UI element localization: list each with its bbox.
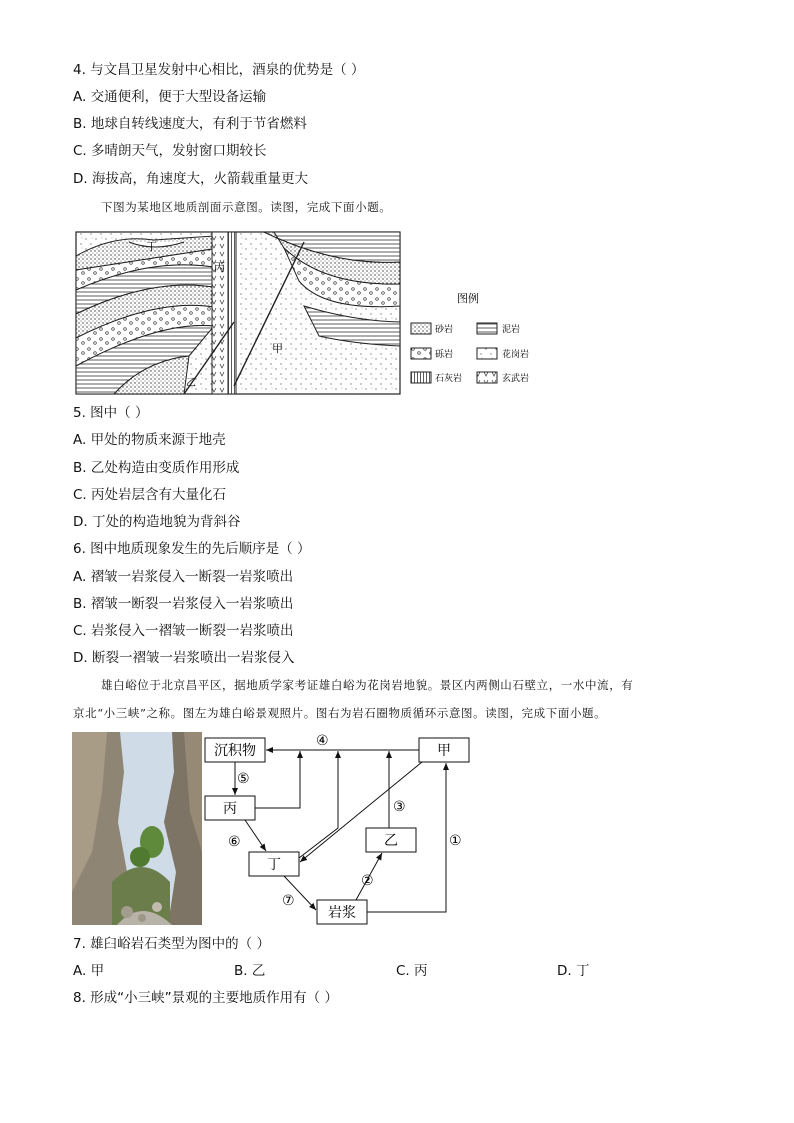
q6-option-d[interactable]: D. 断裂一褶皱一岩浆喷出一岩浆侵入 xyxy=(73,650,295,666)
q7-option-d[interactable]: D. 丁 xyxy=(557,963,590,979)
q7-option-b[interactable]: B. 乙 xyxy=(234,963,266,979)
intro-canyon-line1: 雄白峪位于北京昌平区，据地质学家考证雄白峪为花岗岩地貌。景区内两侧山石壁立，一水中流，有 xyxy=(101,678,634,692)
rock-cycle-diagram xyxy=(200,730,480,926)
legend-conglomerate xyxy=(411,348,453,360)
box-bing xyxy=(205,796,255,820)
q4-option-b[interactable]: B. 地球自转线速度大，有利于节省燃料 xyxy=(73,116,307,132)
svg-text:石灰岩: 石灰岩 xyxy=(435,374,463,384)
q5-option-d[interactable]: D. 丁处的构造地貌为背斜谷 xyxy=(73,514,241,530)
svg-text:泥岩: 泥岩 xyxy=(502,325,521,335)
arrow-label-1: ① xyxy=(449,833,462,849)
svg-text:丙: 丙 xyxy=(223,801,237,817)
q6-option-b[interactable]: B. 褶皱一断裂一岩浆侵入一岩浆喷出 xyxy=(73,596,294,612)
q4-option-d[interactable]: D. 海拔高，角速度大，火箭载重量更大 xyxy=(73,171,308,187)
label-bing: 丙 xyxy=(214,261,225,274)
arrow-label-4: ④ xyxy=(316,733,329,749)
svg-text:甲: 甲 xyxy=(437,743,451,759)
arrow-label-6: ⑥ xyxy=(228,834,241,850)
box-yi xyxy=(366,828,416,852)
intro-cross-section: 下图为某地区地质剖面示意图。读图，完成下面小题。 xyxy=(101,200,392,214)
q5-option-a[interactable]: A. 甲处的物质来源于地壳 xyxy=(73,432,226,448)
legend-sandstone xyxy=(411,323,453,335)
svg-text:玄武岩: 玄武岩 xyxy=(502,374,530,384)
q4-option-a[interactable]: A. 交通便利，便于大型设备运输 xyxy=(73,89,267,105)
svg-text:砾岩: 砾岩 xyxy=(435,350,454,360)
arrow-label-5: ⑤ xyxy=(237,771,250,787)
box-jia xyxy=(419,738,469,762)
svg-text:乙: 乙 xyxy=(384,833,398,849)
legend-basalt xyxy=(477,372,529,384)
q8-stem: 8. 形成“小三峡”景观的主要地质作用有（ ） xyxy=(73,990,338,1006)
geologic-cross-section xyxy=(74,226,544,396)
label-ding: 丁 xyxy=(146,240,157,253)
svg-text:花岗岩: 花岗岩 xyxy=(502,350,530,360)
q7-option-c[interactable]: C. 丙 xyxy=(396,963,428,979)
arrow-label-3: ③ xyxy=(393,799,406,815)
q4-option-c[interactable]: C. 多晴朗天气，发射窗口期较长 xyxy=(73,143,267,159)
q6-option-a[interactable]: A. 褶皱一岩浆侵入一断裂一岩浆喷出 xyxy=(73,569,294,585)
canyon-photo xyxy=(72,732,202,925)
q6-option-c[interactable]: C. 岩浆侵入一褶皱一断裂一岩浆喷出 xyxy=(73,623,294,639)
q5-stem: 5. 图中（ ） xyxy=(73,405,149,421)
legend-mudstone xyxy=(477,323,520,335)
svg-text:丁: 丁 xyxy=(267,857,281,873)
svg-text:砂岩: 砂岩 xyxy=(435,325,454,335)
intro-canyon-line2: 京北“小三峡”之称。图左为雄白峪景观照片。图右为岩石圈物质循环示意图。读图，完成下面小题。 xyxy=(73,706,607,720)
q4-stem: 4. 与文昌卫星发射中心相比，酒泉的优势是（ ） xyxy=(73,62,365,78)
q5-option-b[interactable]: B. 乙处构造由变质作用形成 xyxy=(73,460,240,476)
legend-limestone xyxy=(411,372,462,384)
q6-stem: 6. 图中地质现象发生的先后顺序是（ ） xyxy=(73,541,311,557)
legend-granite xyxy=(477,348,529,360)
label-yi: 乙 xyxy=(186,378,196,389)
svg-text:沉积物: 沉积物 xyxy=(214,743,256,759)
legend-title: 图例 xyxy=(457,292,479,305)
label-jia: 甲 xyxy=(272,342,283,355)
box-sediment xyxy=(205,738,265,762)
q7-stem: 7. 雄臼峪岩石类型为图中的（ ） xyxy=(73,936,270,952)
arrow-label-7: ⑦ xyxy=(282,893,295,909)
box-ding xyxy=(249,852,299,876)
q7-option-a[interactable]: A. 甲 xyxy=(73,963,105,979)
box-magma xyxy=(317,900,367,924)
q5-option-c[interactable]: C. 丙处岩层含有大量化石 xyxy=(73,487,227,503)
arrow-label-2: ② xyxy=(361,873,374,889)
svg-text:岩浆: 岩浆 xyxy=(328,905,356,921)
